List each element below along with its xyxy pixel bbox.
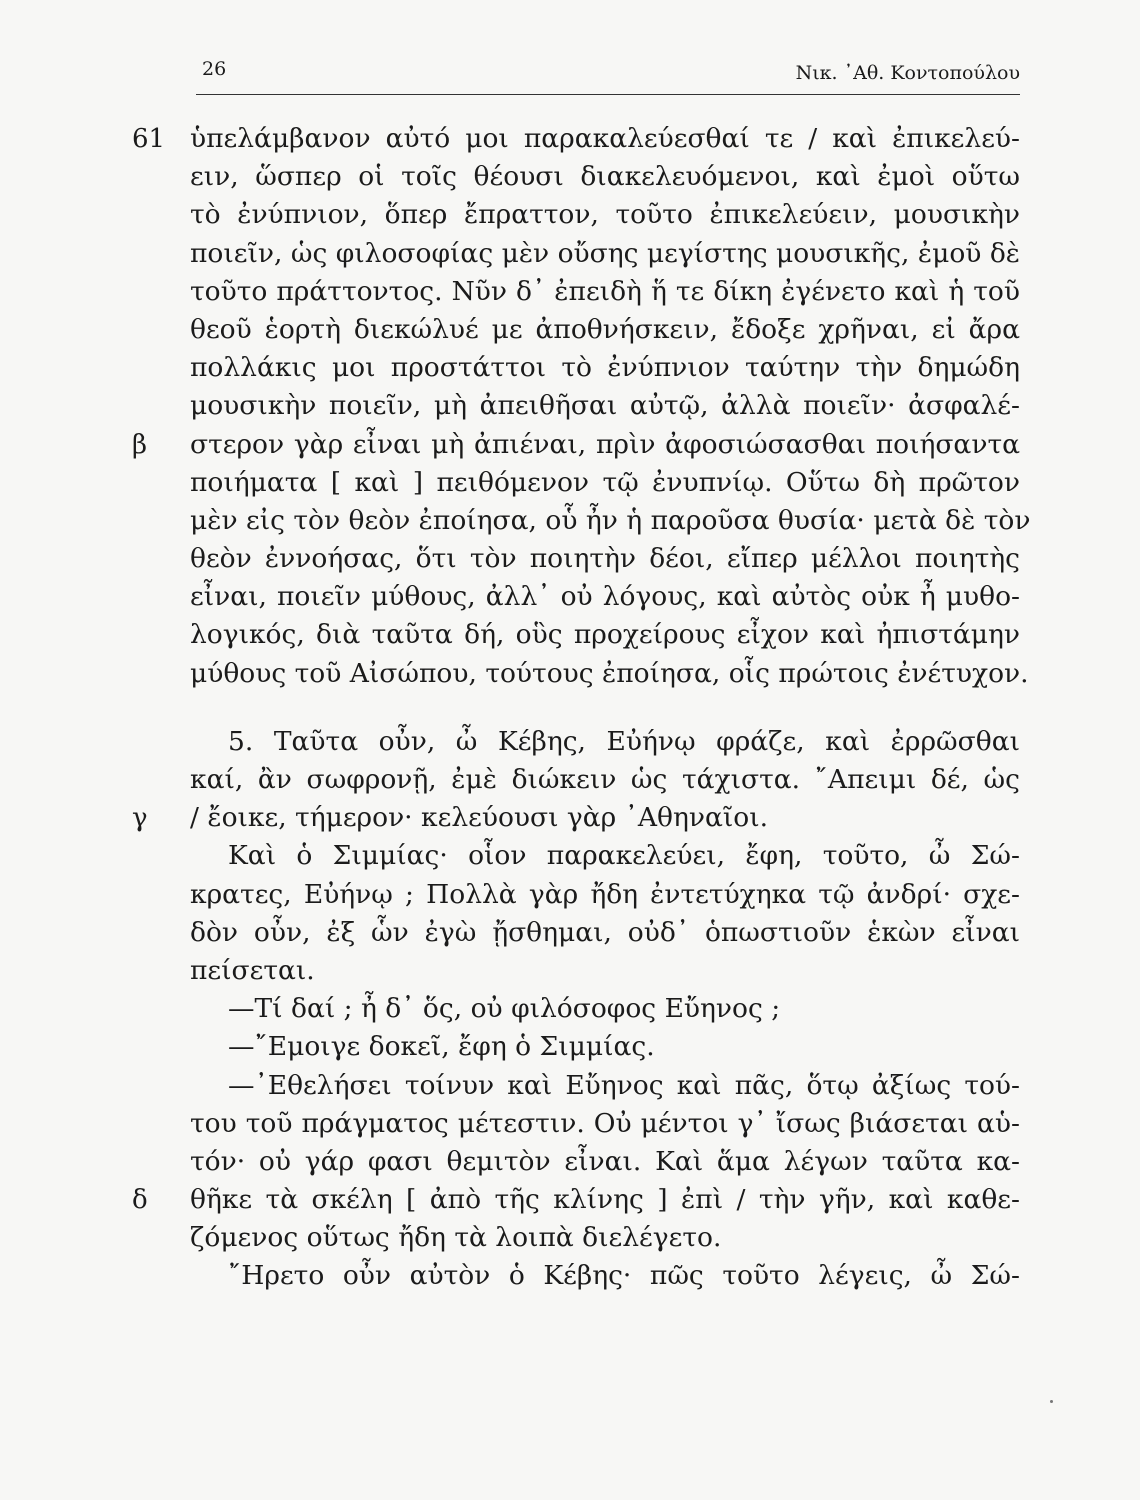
dialogue-line: —Τί δαί ; ἦ δ᾿ ὅς, οὐ φιλόσοφος Εὔηνος ;: [228, 993, 781, 1025]
text-line: κρατες, Εὐήνῳ ; Πολλὰ γὰρ ἤδη ἐντετύχηκα τῷ ἀνδρί· σχε-: [190, 878, 1020, 910]
margin-section-gamma: γ: [132, 803, 148, 834]
text-line: πολλάκις μοι προστάττοι τὸ ἐνύπνιον ταύτην τὴν δημώδη: [190, 352, 1020, 384]
running-title: Νικ. ᾿Αθ. Κοντοπούλου: [795, 62, 1020, 84]
text-line: θεοῦ ἑορτὴ διεκώλυέ με ἀποθνήσκειν, ἔδοξε χρῆναι, εἰ ἄρα: [190, 313, 1020, 345]
text-line: γ / ἔοικε, τήμερον· κελεύουσι γὰρ ᾿Αθηναῖοι.: [190, 799, 1020, 837]
text-line: τοῦτο πράττοντος. Νῦν δ᾿ ἐπειδὴ ἥ τε δίκη ἐγένετο καὶ ἡ τοῦ: [190, 275, 1020, 307]
dialogue-line: —᾿Εθελήσει τοίνυν καὶ Εὔηνος καὶ πᾶς, ὅτῳ ἀξίως τού-: [228, 1069, 1020, 1101]
text-line: μὲν εἰς τὸν θεὸν ἐποίησα, οὗ ἦν ἡ παροῦσα θυσία· μετὰ δὲ τὸν: [190, 504, 1031, 536]
margin-section-delta: δ: [132, 1185, 148, 1216]
header-rule: [196, 94, 1020, 95]
text-line: Καὶ ὁ Σιμμίας· οἷον παρακελεύει, ἔφη, τοῦτο, ὦ Σώ-: [228, 840, 1020, 872]
text-line: ζόμενος οὕτως ἤδη τὰ λοιπὰ διελέγετο.: [190, 1222, 722, 1254]
page-number: 26: [202, 58, 227, 80]
text-line: δ θῆκε τὰ σκέλη [ ἀπὸ τῆς κλίνης ] ἐπὶ / τὴν γῆν, καὶ καθε-: [190, 1181, 1020, 1219]
dialogue-line: —῎Εμοιγε δοκεῖ, ἔφη ὁ Σιμμίας.: [228, 1031, 655, 1063]
text-line: μύθους τοῦ Αἰσώπου, τούτους ἐποίησα, οἷς πρώτοις ἐνέτυχον.: [190, 657, 1029, 689]
text-line: ῎Ηρετο οὖν αὐτὸν ὁ Κέβης· πῶς τοῦτο λέγεις, ὦ Σώ-: [228, 1260, 1020, 1292]
text-line: ποιεῖν, ὡς φιλοσοφίας μὲν οὔσης μεγίστης μουσικῆς, ἐμοῦ δὲ: [190, 237, 1020, 269]
section-5-start: 5. Ταῦτα οὖν, ὦ Κέβης, Εὐήνῳ φράζε, καὶ ἐρρῶσθαι: [228, 725, 1020, 757]
text-line: ποιήματα [ καὶ ] πειθόμενον τῷ ἐνυπνίῳ. Οὕτω δὴ πρῶτον: [190, 466, 1020, 498]
margin-line-number: 61: [132, 124, 166, 154]
running-head: [196, 58, 1020, 86]
text-line: τὸ ἐνύπνιον, ὅπερ ἔπραττον, τοῦτο ἐπικελεύειν, μουσικὴν: [190, 199, 1020, 231]
text-line: εἶναι, ποιεῖν μύθους, ἀλλ᾿ οὐ λόγους, καὶ αὐτὸς οὐκ ἦ μυθο-: [190, 581, 1020, 613]
body-text: [132, 120, 1031, 1296]
text-line: ειν, ὥσπερ οἱ τοῖς θέουσι διακελευόμενοι, καὶ ἐμοὶ οὕτω: [190, 161, 1020, 193]
text-line: δὸν οὖν, ἐξ ὧν ἐγὼ ᾔσθημαι, οὐδ᾿ ὁπωστιοῦν ἑκὼν εἶναι: [190, 916, 1020, 948]
text-line: μουσικὴν ποιεῖν, μὴ ἀπειθῆσαι αὐτῷ, ἀλλὰ ποιεῖν· ἀσφαλέ-: [190, 390, 1020, 422]
text-line: τόν· οὐ γάρ φασι θεμιτὸν εἶναι. Καὶ ἅμα λέγων ταῦτα κα-: [190, 1145, 1020, 1177]
text-line: καί, ἂν σωφρονῇ, ἐμὲ διώκειν ὡς τάχιστα. ῎Απειμι δέ, ὡς: [190, 764, 1020, 795]
scan-speck: [1050, 1400, 1053, 1403]
text-line: του τοῦ πράγματος μέτεστιν. Οὐ μέντοι γ᾿ ἴσως βιάσεται αὑ-: [190, 1107, 1020, 1139]
text-line: θεὸν ἐννοήσας, ὅτι τὸν ποιητὴν δέοι, εἴπερ μέλλοι ποιητὴς: [190, 543, 1020, 575]
text-line: πείσεται.: [190, 954, 315, 986]
text-line: λογικός, διὰ ταῦτα δή, οὓς προχείρους εἶχον καὶ ἠπιστάμην: [190, 619, 1020, 651]
margin-section-beta: β: [132, 429, 148, 460]
text-line: β στερον γὰρ εἶναι μὴ ἀπιέναι, πρὶν ἀφοσιώσασθαι ποιήσαντα: [190, 426, 1020, 464]
text-line: 61 ὑπελάμβανον αὐτό μοι παρακαλεύεσθαί τε / καὶ ἐπικελεύ-: [190, 120, 1020, 158]
